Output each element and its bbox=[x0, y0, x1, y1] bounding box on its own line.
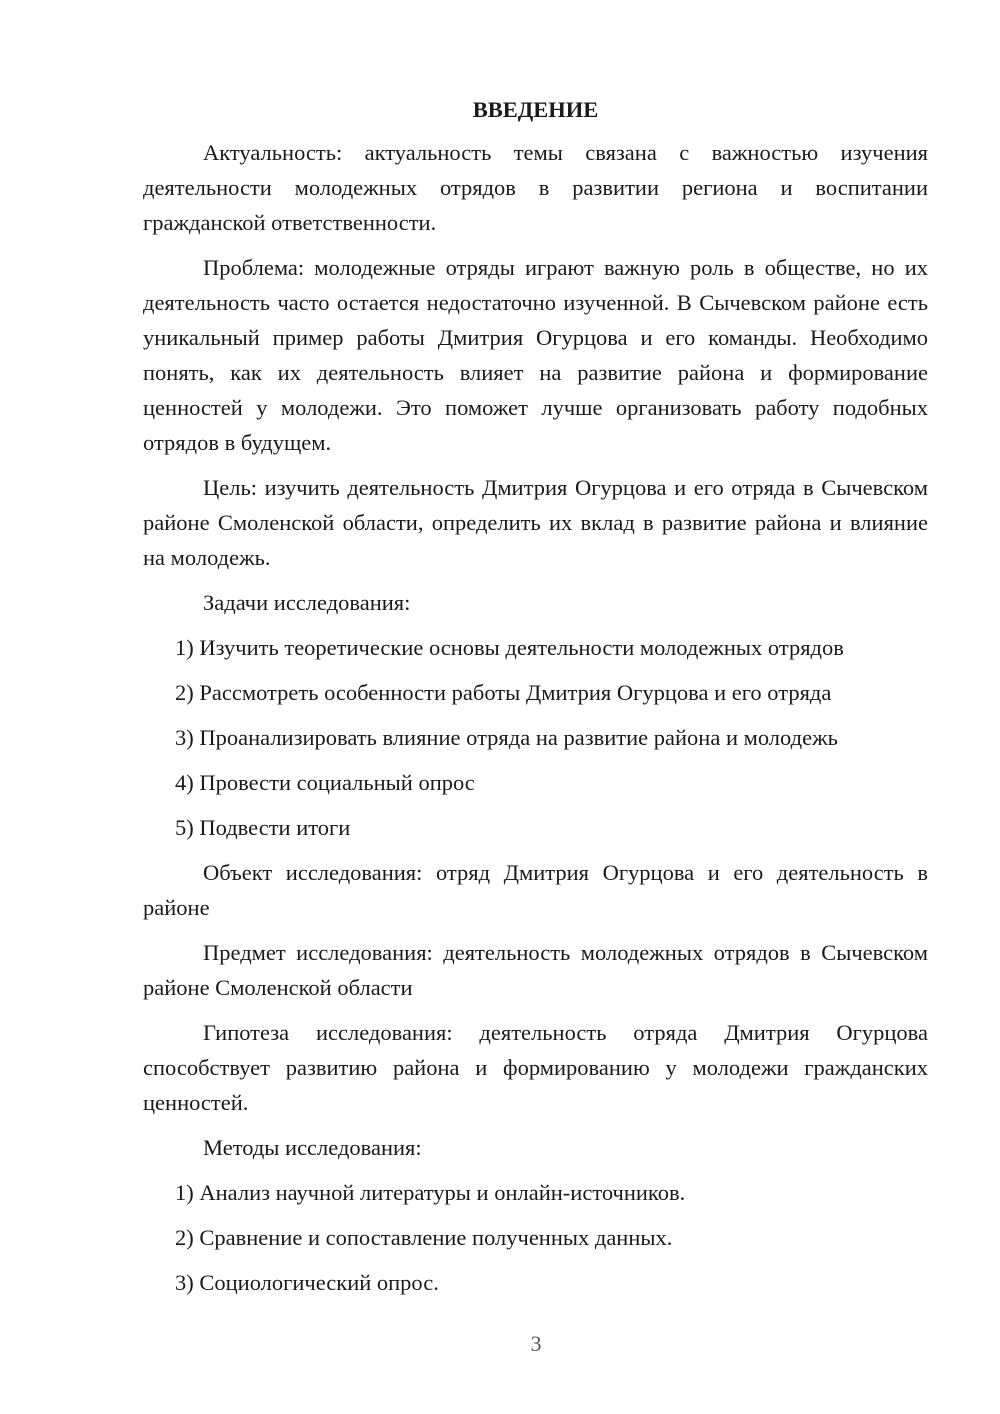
list-item: 1) Анализ научной литературы и онлайн-источников. bbox=[175, 1180, 686, 1205]
list-item: 4) Провести социальный опрос bbox=[175, 770, 475, 795]
list-item: 3) Социологический опрос. bbox=[175, 1270, 439, 1295]
list-item: 1) Изучить теоретические основы деятельности молодежных отрядов bbox=[175, 635, 844, 660]
goal-paragraph: Цель: изучить деятельность Дмитрия Огурцова и его отряда в Сычевском районе Смоленской области, определить их вклад в развитие района и влияние на молодежь. bbox=[143, 475, 928, 570]
page-number: 3 bbox=[530, 1331, 542, 1356]
list-item: 2) Сравнение и сопоставление полученных данных. bbox=[175, 1225, 673, 1250]
tasks-list bbox=[143, 630, 928, 845]
list-item: 2) Рассмотреть особенности работы Дмитрия Огурцова и его отряда bbox=[175, 680, 832, 705]
page-content bbox=[143, 92, 928, 1310]
methods-list bbox=[143, 1175, 928, 1300]
relevance-paragraph: Актуальность: актуальность темы связана с важностью изучения деятельности молодежных отрядов в развитии региона и воспитании гражданской ответственности. bbox=[143, 140, 928, 235]
methods-heading: Методы исследования: bbox=[203, 1135, 422, 1160]
hypothesis-paragraph: Гипотеза исследования: деятельность отряда Дмитрия Огурцова способствует развитию района и формированию у молодежи гражданских ценностей. bbox=[143, 1020, 928, 1115]
list-item: 5) Подвести итоги bbox=[175, 815, 351, 840]
tasks-heading: Задачи исследования: bbox=[203, 590, 411, 615]
object-paragraph: Объект исследования: отряд Дмитрия Огурцова и его деятельность в районе bbox=[143, 860, 928, 920]
section-title: ВВЕДЕНИЕ bbox=[472, 97, 599, 122]
subject-paragraph: Предмет исследования: деятельность молодежных отрядов в Сычевском районе Смоленской области bbox=[143, 940, 928, 1000]
problem-paragraph: Проблема: молодежные отряды играют важную роль в обществе, но их деятельность часто остается недостаточно изученной. В Сычевском районе есть уникальный пример работы Дмитрия Огурцова и его команды. Необходимо понять, как их деятельность влияет на развитие района и формирование ценностей у молодежи. Это поможет лучше организовать работу подобных отрядов в будущем. bbox=[143, 255, 928, 455]
list-item: 3) Проанализировать влияние отряда на развитие района и молодежь bbox=[175, 725, 838, 750]
